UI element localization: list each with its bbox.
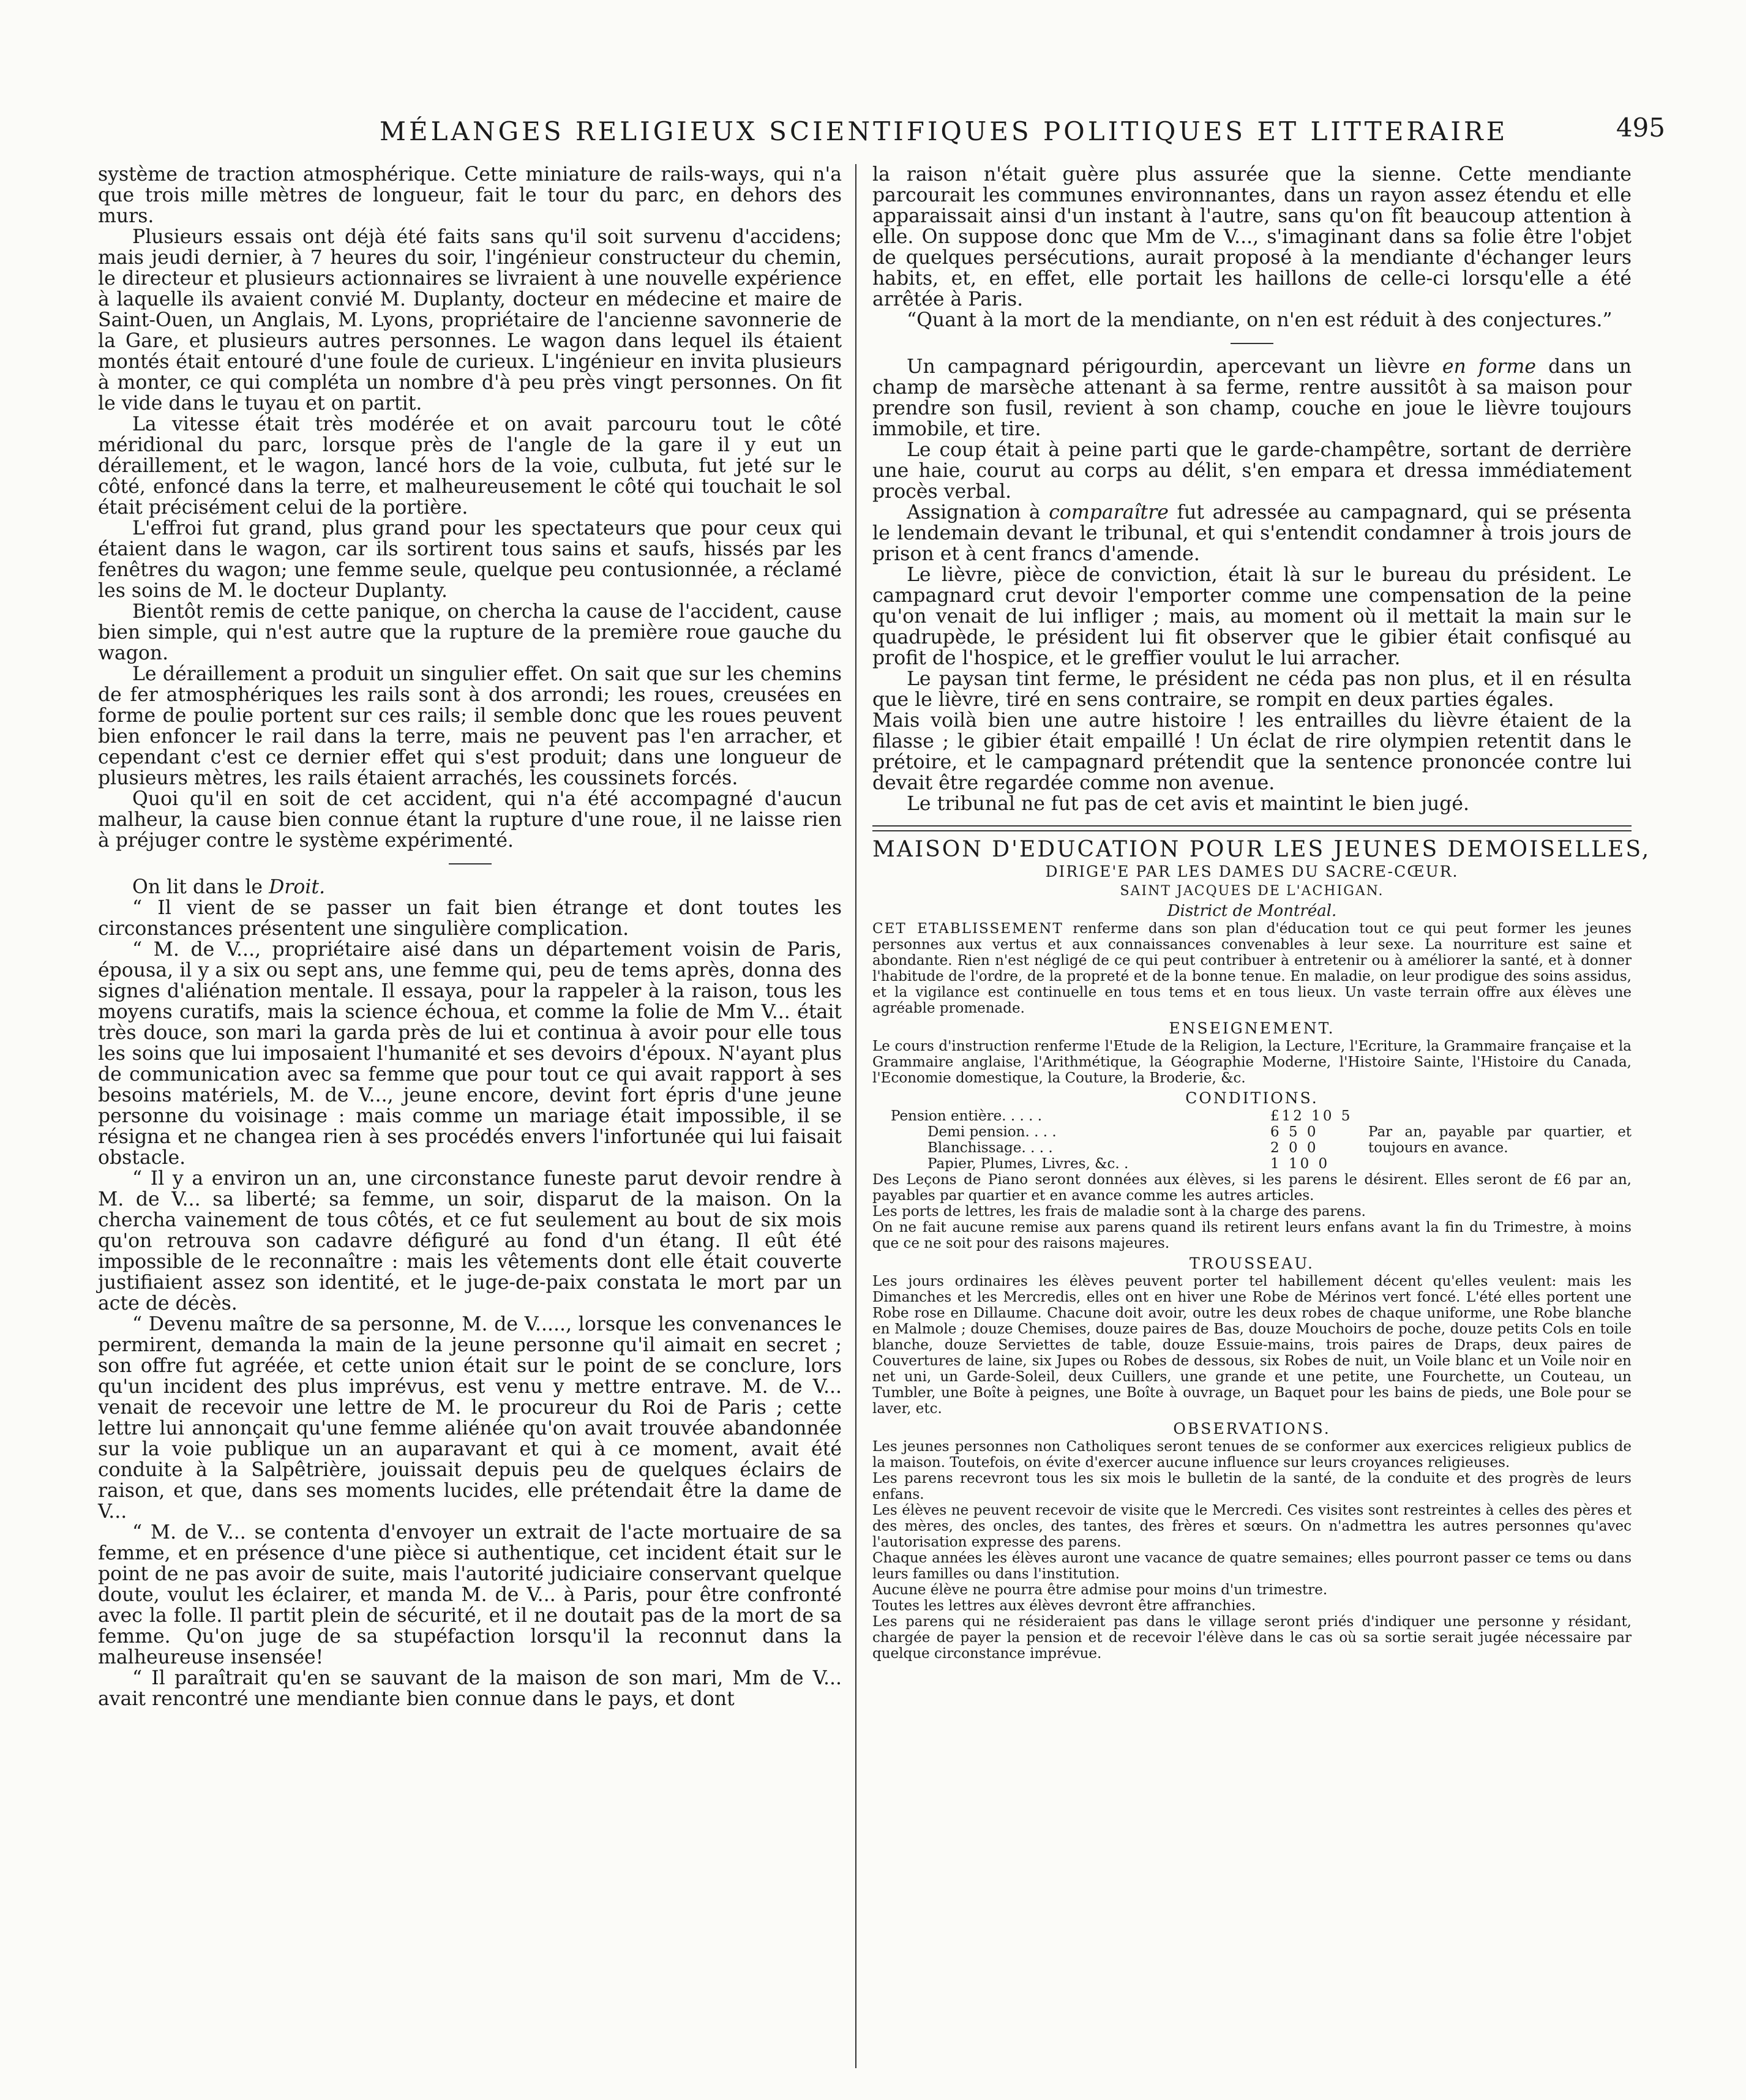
advertisement-rule [872, 825, 1632, 831]
table-row [872, 1108, 1632, 1124]
paragraph: Plusieurs essais ont déjà été faits sans qu'il soit survenu d'accidens; mais jeudi dernier, à 7 heures du soir, l'ingénieur constructeur du chemin, le directeur et plusieurs actionnaires se livraient à une nouvelle expérience à laquelle ils avaient convié M. Duplanty, docteur en médecine et maire de Saint-Ouen, un Anglais, M. Lyons, propriétaire de l'ancienne savonnerie de la Gare, et plusieurs autres personnes. Le wagon dans lequel ils étaient montés était entouré d'une foule de curieux. L'ingénieur en invita plusieurs à monter, ce qui compléta un nombre d'à peu près vingt personnes. On fit le vide dans le tuyau et on partit. [98, 226, 842, 414]
running-head: MÉLANGES RELIGIEUX SCIENTIFIQUES POLITIQUES ET LITTERAIRE [380, 116, 1508, 146]
section-heading: TROUSSEAU. [1190, 1254, 1314, 1272]
paragraph: “Quant à la mort de la mendiante, on n'en est réduit à des conjectures.” [907, 309, 1613, 331]
paragraph: “ M. de V... se contenta d'envoyer un extrait de l'acte mortuaire de sa femme, et en présence d'une pièce si authentique, cet incident était sur le point de ne pas avoir de suite, mais l'autorité judiciaire conservant quelque doute, voulut les éclairer, et manda M. de V... à Paris, pour être confronté avec la folle. Il partit plein de sécurité, et il ne doutait pas de la mort de sa femme. Qu'on juge de sa stupéfaction lorsqu'il la reconnut dans la malheureuse insensée! [98, 1521, 842, 1668]
paragraph: Les parens recevront tous les six mois le bulletin de la santé, de la conduite et des progrès de leurs enfans. [872, 1471, 1632, 1502]
text: Assignation à [907, 501, 1049, 523]
fee-amount: 2 0 0 [1270, 1140, 1319, 1156]
paragraph: Le coup était à peine parti que le garde-champêtre, sortant de derrière une haie, courut au corps au délit, s'en empara et dressa immédiatement procès verbal. [872, 439, 1632, 503]
advertisement-subtitle: DIRIGE'E PAR LES DAMES DU SACRE-CŒUR. [1045, 863, 1459, 880]
text: CET ETABLISSEMENT [872, 921, 1063, 937]
paragraph: Le tribunal ne fut pas de cet avis et maintint le bien jugé. [907, 793, 1470, 815]
fee-amount: £12 10 5 [1270, 1108, 1353, 1124]
paragraph: Le paysan tint ferme, le président ne céda pas non plus, et il en résulta que le lièvre, tiré en sens contraire, se rompit en deux parties égales. [872, 668, 1632, 711]
fee-label: Blanchissage. . . . [927, 1140, 1053, 1156]
right-column [872, 163, 1651, 1662]
fee-note: Par an, payable par quartier, et toujours en avance. [1368, 1124, 1632, 1156]
paragraph: Quoi qu'il en soit de cet accident, qui n'a été accompagné d'aucun malheur, la cause bien connue étant la rupture d'une roue, il ne laisse rien à préjuger contre le système expérimenté. [98, 788, 842, 852]
page-number: 495 [1616, 113, 1665, 143]
paragraph: Chaque années les élèves auront une vacance de quatre semaines; elles pourront passer ce tems ou dans leurs familles ou dans l'institution. [872, 1550, 1632, 1582]
paragraph: Toutes les lettres aux élèves devront être affranchies. [872, 1598, 1256, 1614]
paragraph: Le déraillement a produit un singulier effet. On sait que sur les chemins de fer atmosphériques les rails sont à dos arrondi; les roues, creusées en forme de poulie portent sur ces rails; il semble donc que les roues peuvent bien enfoncer le rail dans la terre, mais ne peuvent pas l'en arracher, et cependant c'est ce dernier effet qui s'est produit; dans une longueur de plusieurs mètres, les rails étaient arrachés, les coussinets forcés. [98, 663, 842, 789]
section-separator [449, 863, 492, 864]
paragraph: Le lièvre, pièce de conviction, était là sur le bureau du président. Le campagnard crut devoir l'emporter comme une compensation de la peine qu'on venait de lui infliger ; mais, au moment où il mettait la main sur le quadrupède, le président lui fit observer que le gibier était confisqué au profit de l'hospice, et le greffier voulut le lui arracher. [872, 564, 1632, 669]
paragraph [872, 502, 1632, 564]
fee-amount: 6 5 0 [1270, 1124, 1319, 1140]
fee-label: Papier, Plumes, Livres, &c. . [927, 1156, 1129, 1172]
paragraph: “ Il paraîtrait qu'en se sauvant de la maison de son mari, Mm de V... avait rencontré une mendiante bien connue dans le pays, et dont [98, 1667, 842, 1710]
paragraph: “ M. de V..., propriétaire aisé dans un département voisin de Paris, épousa, il y a six ou sept ans, une femme qui, peu de tems après, donna des signes d'aliénation mentale. Il essaya, pour la rappeler à la raison, tous les moyens curatifs, mais la science échoua, et comme la folie de Mm V... était très douce, son mari la garda près de lui et continua à avoir pour elle tous les soins que lui imposaient l'humanité et ses devoirs d'époux. N'ayant plus de communication avec sa femme que pour tout ce qui avait rapport à ses besoins matériels, M. de V..., jeune encore, devint fort épris d'une jeune personne du voisinage : mais comme un mariage était impossible, il se résigna et ne changea rien à ses procédés envers l'infortunée qui lui faisait obstacle. [98, 939, 842, 1169]
paragraph: Les ports de lettres, les frais de maladie sont à la charge des parens. [872, 1204, 1366, 1220]
paragraph: Le cours d'instruction renferme l'Etude de la Religion, la Lecture, l'Ecriture, la Grammaire française et la Grammaire anglaise, l'Arithmétique, la Géographie Moderne, l'Histoire Sainte, l'Histoire du Canada, l'Economie domestique, la Couture, la Broderie, &c. [872, 1038, 1632, 1086]
paragraph: système de traction atmosphérique. Cette miniature de rails-ways, qui n'a que trois mille mètres de longueur, fait le tour du parc, en dehors des murs. [98, 163, 842, 227]
advertisement-place: SAINT JACQUES DE L'ACHIGAN. [1120, 883, 1384, 899]
section-heading: CONDITIONS. [1185, 1089, 1319, 1107]
paragraph: La vitesse était très modérée et on avait parcouru tout le côté méridional du parc, lorsque près de l'angle de la gare il y eut un déraillement, et le wagon, lancé hors de la voie, culbuta, fut jeté sur le côté, enfoncé dans la terre, et malheureusement le côté qui touchait le sol était précisément celui de la portière. [98, 413, 842, 519]
paragraph: “ Il y a environ un an, une circonstance funeste parut devoir rendre à M. de V... sa liberté; sa femme, un soir, disparut de la maison. On la chercha vainement de tous côtés, et ce fut seulement au bout de six mois qu'on retrouva son cadavre défiguré au fond d'un étang. Il eût été impossible de le reconnaître : mais les vêtements dont elle était couverte justifiaient assez son identité, et le juge-de-paix constata le mort par un acte de décès. [98, 1168, 842, 1314]
paragraph [872, 921, 1632, 1016]
table-row [872, 1124, 1632, 1140]
paragraph: Les jeunes personnes non Catholiques seront tenues de se conformer aux exercices religieux publics de la maison. Toutefois, on évite d'exercer aucune influence sur leurs croyances religieuses. [872, 1439, 1632, 1471]
advertisement-district: District de Montréal. [1167, 902, 1337, 920]
fee-label: Pension entière. . . . . [891, 1108, 1043, 1124]
page-header [86, 113, 1665, 153]
text: renferme dans son plan d'éducation tout ce qui peut former les jeunes personnes aux vertus et aux connaissances convenables à leur sexe. La nourriture est saine et abondante. Rien n'est négligé de ce qui peut contribuer à entretenir ou à améliorer la santé, et à donner l'habitude de l'ordre, de la propreté et de la bonne tenue. En maladie, on leur prodigue des soins assidus, et la vigilance est continuelle en tous tems et en tous lieux. Un vaste terrain offre aux élèves une agréable promenade. [872, 921, 1632, 1016]
paragraph: Aucune élève ne pourra être admise pour moins d'un trimestre. [872, 1582, 1328, 1598]
emphasis: Droit. [269, 876, 326, 898]
text: fut adressée au campagnard, qui se présenta le lendemain devant le tribunal, et qui s'entendit condamner à trois jours de prison et à cent francs d'amende. [872, 501, 1632, 565]
section-separator [1231, 343, 1273, 344]
text: Un campagnard périgourdin, apercevant un lièvre [907, 356, 1442, 378]
paragraph: On ne fait aucune remise aux parens quand ils retirent leurs enfans avant la fin du Trimestre, à moins que ce ne soit pour des raisons majeures. [872, 1220, 1632, 1251]
paragraph: Des Leçons de Piano seront données aux élèves, si les parens le désirent. Elles seront de £6 par an, payables par quartier et en avance comme les autres articles. [872, 1172, 1632, 1204]
school-advertisement [872, 837, 1651, 1662]
advertisement-body [872, 921, 1632, 1662]
left-column [98, 164, 842, 1709]
section-heading: ENSEIGNEMENT. [1169, 1019, 1335, 1037]
text: dans un champ de marsèche attenant à sa ferme, rentre aussitôt à sa maison pour prendre son fusil, revient à son champ, couche en joue le lièvre toujours immobile, et tire. [872, 356, 1632, 440]
text: On lit dans le [132, 876, 269, 898]
paragraph: Les parens qui ne résideraient pas dans le village seront priés d'indiquer une personne y résidant, chargée de payer la pension et de recevoir l'élève dans le cas où sa sortie serait jugée nécessaire par quelque circonstance imprévue. [872, 1614, 1632, 1662]
paragraph: Mais voilà bien une autre histoire ! les entrailles du lièvre étaient de la filasse ; le gibier était empaillé ! Un éclat de rire olympien retentit dans le prétoire, et le campagnard prétendit que la sentence prononcée contre lui devait être regardée comme non avenue. [872, 710, 1632, 794]
section-heading: OBSERVATIONS. [1173, 1420, 1331, 1438]
paragraph: la raison n'était guère plus assurée que la sienne. Cette mendiante parcourait les communes environnantes, dans un rayon assez étendu et elle apparaissait ainsi d'un instant à l'autre, sans qu'on fît beaucoup attention à elle. On suppose donc que Mm de V..., s'imaginant dans sa folie être l'objet de quelques persécutions, aurait proposé à la mendiante d'échanger leurs habits, et, en effet, elle portait les haillons de celle-ci lorsqu'elle a été arrêtée à Paris. [872, 163, 1632, 310]
paragraph: L'effroi fut grand, plus grand pour les spectateurs que pour ceux qui étaient dans le wagon, car ils sortirent tous sains et saufs, hissés par les fenêtres du wagon; une femme seule, quelque peu contusionnée, a réclamé les soins de M. le docteur Duplanty. [98, 517, 842, 602]
emphasis: en forme [1442, 356, 1536, 378]
advertisement-title: MAISON D'EDUCATION POUR LES JEUNES DEMOISELLES, [872, 837, 1651, 862]
paragraph [872, 356, 1632, 440]
fee-label: Demi pension. . . . [927, 1124, 1057, 1140]
paragraph: Bientôt remis de cette panique, on chercha la cause de l'accident, cause bien simple, qui n'est autre que la rupture de la première roue gauche du wagon. [98, 601, 842, 664]
paragraph: Les jours ordinaires les élèves peuvent porter tel habillement décent qu'elles veulent: mais les Dimanches et les Mercredis, elles ont en hiver une Robe de Mérinos vert foncé. L'été elles portent une Robe rose en Dillaume. Chacune doit avoir, outre les deux robes de chaque uniforme, une Robe blanche en Malmole ; douze Chemises, douze paires de Bas, douze Mouchoirs de poche, douze petits Cols en toile blanche, douze Serviettes de table, douze Essuie-mains, trois paires de Draps, deux paires de Couvertures de laine, six Jupes ou Robes de dessous, six Robes de nuit, un Voile blanc et un Voile noir en net uni, un Garde-Soleil, deux Cuillers, une grande et une petite, une Fourchette, un Couteau, un Tumbler, une Boîte à peignes, une Boîte à ouvrage, un Baquet pour les bains de pieds, une Bole pour se laver, etc. [872, 1273, 1632, 1417]
paragraph: “ Il vient de se passer un fait bien étrange et dont toutes les circonstances présentent une singulière complication. [98, 897, 842, 940]
fee-table [872, 1108, 1632, 1172]
fee-amount: 1 10 0 [1270, 1156, 1330, 1172]
emphasis: comparaître [1049, 501, 1169, 523]
column-divider [855, 164, 856, 2068]
paragraph: “ Devenu maître de sa personne, M. de V....., lorsque les convenances le permirent, demanda la main de la jeune personne qu'il aimait en secret ; son offre fut agréée, et cette union était sur le point de se conclure, lors qu'un incident des plus imprévus, est venu y mettre entrave. M. de V... venait de recevoir une lettre de M. le procureur du Roi de Paris ; cette lettre lui annonçait qu'une femme aliénée qu'on avait trouvée abandonnée sur la voie publique un an auparavant et qui à ce moment, avait été conduite à la Salpêtrière, jouissait depuis peu de quelques éclairs de raison, et que, dans ses moments lucides, elle prétendait être la dame de V... [98, 1313, 842, 1523]
paragraph: Les élèves ne peuvent recevoir de visite que le Mercredi. Ces visites sont restreintes à celles des pères et des mères, des oncles, des tantes, des frères et sœurs. On n'admettra les autres personnes qu'avec l'autorisation expresse des parens. [872, 1502, 1632, 1550]
paragraph [98, 877, 842, 898]
